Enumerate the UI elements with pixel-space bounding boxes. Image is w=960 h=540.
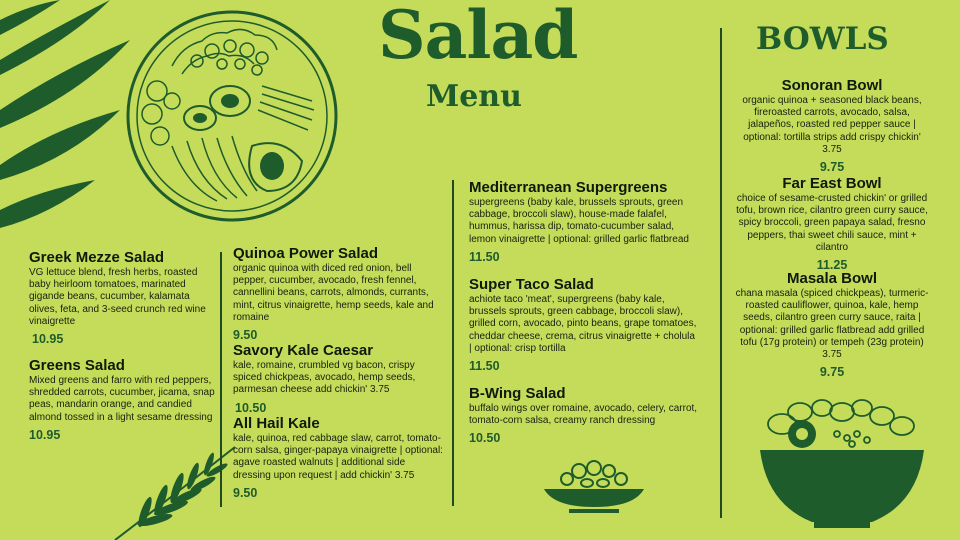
menu-item — [469, 276, 699, 373]
item-description: achiote taco 'meat', supergreens (baby kale, brussels sprouts, green cabbage, broccoli slaw), grilled corn, avocado, pinto beans, grape tomatoes, cheddar cheese, crema, citrus vinaigrette + cholula | optional: crisp tortilla — [469, 294, 697, 354]
menu-item — [734, 175, 930, 272]
column-divider — [720, 28, 722, 518]
item-name: Sonoran Bowl — [781, 77, 883, 94]
menu-item — [734, 77, 930, 174]
salad-plate-icon — [539, 457, 649, 517]
item-price: 9.75 — [819, 160, 845, 175]
menu-item — [29, 249, 217, 346]
item-name: Savory Kale Caesar — [233, 342, 374, 359]
item-price: 11.50 — [469, 249, 500, 264]
item-price: 9.75 — [819, 365, 845, 380]
item-price: 9.50 — [233, 328, 258, 343]
item-description: Mixed greens and farro with red peppers, shredded carrots, cucumber, jicama, snap peas, mandarin orange, and candied almond tossed in a light sesame dressing — [29, 375, 215, 423]
item-price: 10.50 — [235, 400, 267, 415]
item-price: 10.95 — [32, 332, 64, 347]
column-divider — [220, 252, 222, 507]
item-description: VG lettuce blend, fresh herbs, roasted baby heirloom tomatoes, marinated gigande beans, cucumber, kalamata olives, feta, and 3-seed crunch red wine vinaigrette — [29, 267, 206, 327]
bowls-heading: BOWLS — [756, 21, 889, 57]
item-name: Quinoa Power Salad — [233, 245, 379, 262]
item-name: Super Taco Salad — [469, 276, 594, 293]
item-price: 10.95 — [29, 427, 61, 442]
menu-item — [734, 270, 930, 379]
item-description: kale, quinoa, red cabbage slaw, carrot, tomato-corn salsa, ginger-papaya vinaigrette | optional: agave roasted walnuts | additional side dressing upon request | add chickin' 3.75 — [233, 433, 443, 481]
page-title: Salad — [378, 0, 578, 74]
item-name: Far East Bowl — [782, 175, 882, 192]
item-price: 9.50 — [233, 485, 258, 500]
item-description: chana masala (spiced chickpeas), turmeric-roasted cauliflower, quinoa, kale, hemp seeds, cilantro green curry sauce, raita | optional: grilled garlic flatbread add grilled tofu (17g protein) or tempeh (23g protein) 3.75 — [735, 288, 929, 361]
item-price: 11.50 — [469, 359, 500, 374]
page-subtitle: Menu — [426, 79, 522, 114]
menu-item — [233, 245, 445, 342]
item-name: Greek Mezze Salad — [29, 249, 165, 266]
item-description: kale, romaine, crumbled vg bacon, crispy spiced chickpeas, avocado, hemp seeds, parmesan cheese add chickin' 3.75 — [233, 360, 416, 396]
item-description: supergreens (baby kale, brussels sprouts, green cabbage, broccoli slaw), house-made falafel, hummus, harissa dip, tomato-cucumber salad, lemon vinaigrette | optional: grilled garlic flatbread — [469, 197, 689, 245]
column-divider — [452, 180, 454, 506]
item-name: Greens Salad — [29, 357, 125, 374]
item-description: organic quinoa + seasoned black beans, fireroasted carrots, avocado, salsa, jalapeños, roasted red pepper sauce | optional: tortilla strips add crispy chickin' 3.75 — [742, 95, 922, 155]
item-description: buffalo wings over romaine, avocado, celery, carrot, tomato-corn salsa, creamy ranch dressing — [469, 403, 698, 427]
salad-bowl-illustration-icon — [112, 6, 352, 226]
menu-item — [29, 357, 217, 442]
fern-icon — [105, 442, 245, 540]
item-name: Mediterranean Supergreens — [469, 179, 668, 196]
item-name: All Hail Kale — [233, 415, 320, 432]
item-name: B-Wing Salad — [469, 385, 566, 402]
menu-item — [469, 385, 699, 445]
palm-leaf-icon — [0, 0, 130, 240]
menu-item — [469, 179, 699, 264]
menu-item — [233, 342, 445, 415]
item-description: choice of sesame-crusted chickin' or grilled tofu, brown rice, cilantro green curry sauce, spicy broccoli, green papaya salad, fresno peppers, thai sweet chili sauce, mint + cilantro — [736, 193, 928, 253]
item-price: 10.50 — [469, 431, 501, 446]
item-description: organic quinoa with diced red onion, bell pepper, cucumber, avocado, fresh fennel, cannellini beans, carrots, almonds, currants, mint, citrus vinaigrette, hemp seeds, kale and romaine — [233, 263, 434, 323]
menu-item — [233, 415, 445, 500]
bowl-illustration-icon — [752, 394, 932, 534]
item-price: 11.25 — [816, 258, 848, 273]
item-name: Masala Bowl — [786, 270, 878, 287]
